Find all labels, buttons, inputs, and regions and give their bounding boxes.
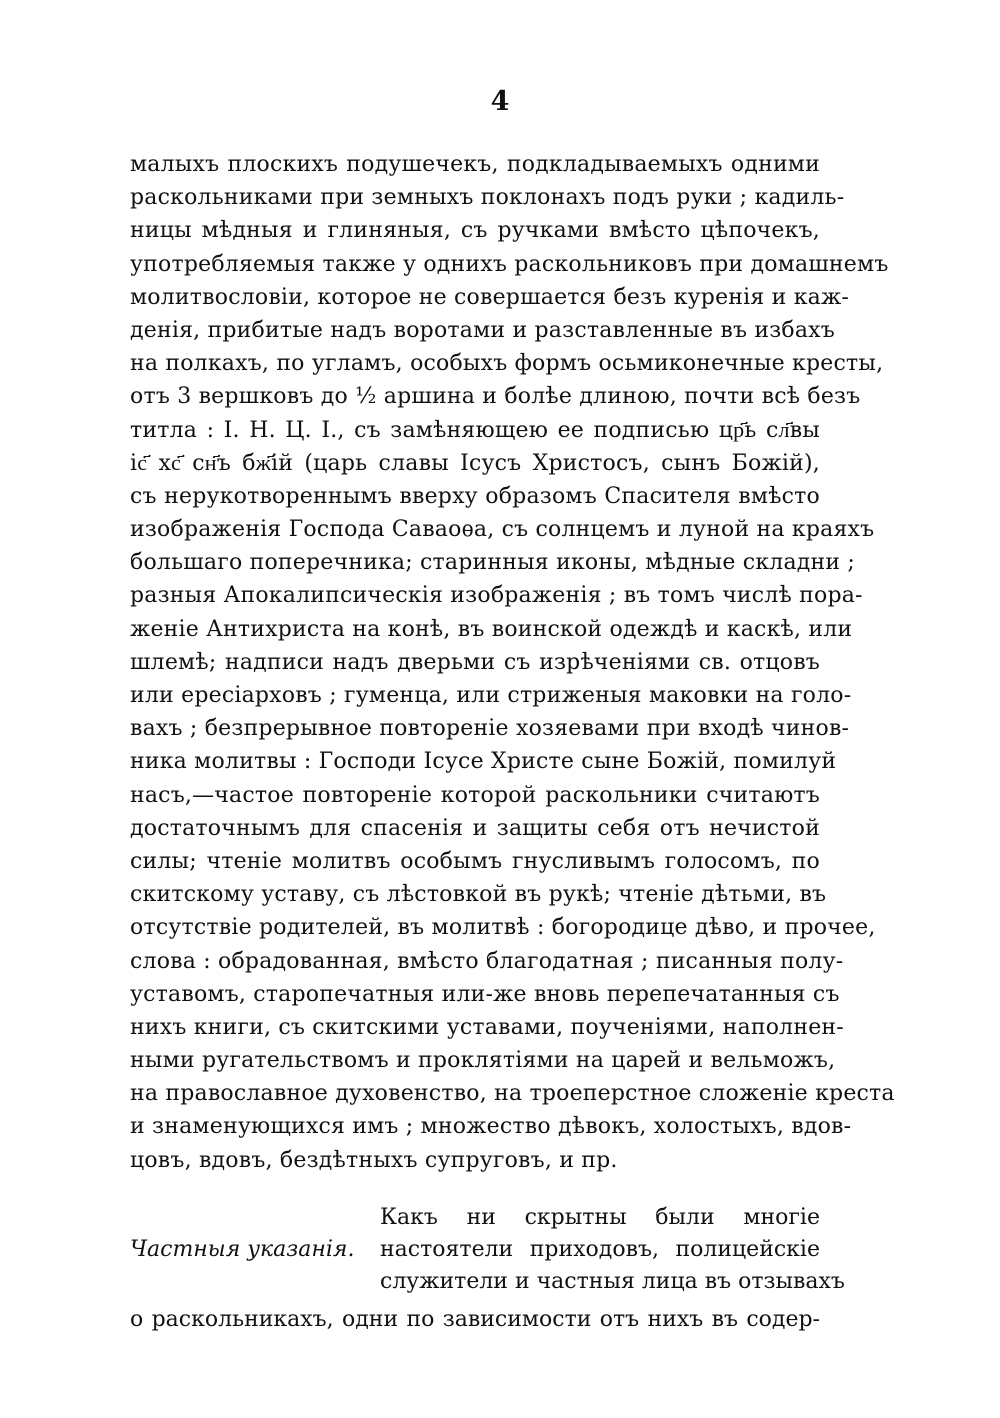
text-line: или ересіарховъ ; гуменца, или стриженыя маковки на голо-: [130, 683, 852, 708]
text-line: ника молитвы : Господи Ісусе Христе сыне Божій, помилуй: [130, 749, 837, 775]
text-line: достаточнымъ для спасенія и защиты себя отъ нечистой: [130, 815, 820, 841]
text-line: и знаменующихся имъ ; множество дѣвокъ, холостыхъ, вдов-: [130, 1114, 852, 1140]
text-line: раскольниками при земныхъ поклонахъ подъ руки ; кадиль-: [130, 185, 845, 211]
text-line: женіе Антихриста на конѣ, въ воинской одеждѣ и каскѣ, или: [130, 616, 853, 642]
text-line: нихъ книги, съ скитскими уставами, поученіями, наполнен-: [130, 1014, 844, 1040]
text-line: скитскому уставу, съ лѣстовкой въ рукѣ; чтеніе дѣтьми, въ: [130, 882, 827, 908]
text-line: на православное духовенство, на троеперстное сложеніе креста: [130, 1081, 895, 1107]
text-line: большаго поперечника; старинныя иконы, мѣдные складни ;: [130, 550, 856, 576]
text-line: разныя Апокалипсическія изображенія ; въ томъ числѣ пора-: [130, 583, 863, 609]
text-line: ницы мѣдныя и глиняныя, съ ручками вмѣсто цѣпочекъ,: [130, 218, 820, 244]
text-line: съ нерукотвореннымъ вверху образомъ Спасителя вмѣсто: [130, 483, 820, 509]
text-line: насъ,—частое повтореніе которой раскольники считаютъ: [130, 782, 820, 808]
section-continuation-line: о раскольникахъ, одни по зависимости отъ нихъ въ содер-: [130, 1307, 820, 1332]
text-line: молитвословіи, которое не совершается безъ куренія и каж-: [130, 284, 850, 310]
text-line: отсутствіе родителей, въ молитвѣ : богородице дѣво, и прочее,: [130, 915, 876, 941]
text-line: малыхъ плоскихъ подушечекъ, подкладываемыхъ одними: [130, 152, 820, 177]
text-line: титла : І. Н. Ц. І., съ замѣняющею ее подписью цр҃ь сл҃вы: [130, 417, 820, 443]
side-heading: Частныя указанія.: [130, 1237, 355, 1262]
text-line: іс҃ хс҃ сн҃ъ бж҃ій (царь славы Ісусъ Христосъ, сынъ Божій),: [130, 450, 820, 476]
text-line: денія, прибитые надъ воротами и разставленные въ избахъ: [130, 317, 835, 343]
text-line: употребляемыя также у однихъ раскольниковъ при домашнемъ: [130, 251, 889, 277]
section-line: Какъ ни скрытны были многіе: [380, 1205, 820, 1230]
text-line: уставомъ, старопечатныя или-же вновь перепечатанныя съ: [130, 981, 840, 1007]
text-line: на полкахъ, по угламъ, особыхъ формъ осьмиконечные кресты,: [130, 351, 884, 377]
main-text-block: [130, 148, 895, 1177]
text-line: изображенія Господа Саваоѳа, съ солнцемъ и луной на краяхъ: [130, 517, 875, 543]
text-line: отъ 3 вершковъ до ½ аршина и болѣе длиною, почти всѣ безъ: [130, 384, 861, 410]
text-line: вахъ ; безпрерывное повтореніе хозяевами при входѣ чинов-: [130, 716, 850, 742]
text-line: силы; чтеніе молитвъ особымъ гнусливымъ голосомъ, по: [130, 848, 820, 874]
text-line: шлемѣ; надписи надъ дверьми съ изрѣченіями св. отцовъ: [130, 649, 820, 675]
text-line-last: цовъ, вдовъ, бездѣтныхъ супруговъ, и пр.: [130, 1147, 618, 1173]
section-line: настоятели приходовъ, полицейскіе: [380, 1237, 820, 1262]
text-line: ными ругательствомъ и проклятіями на царей и вельможъ,: [130, 1048, 836, 1074]
text-line: слова : обрадованная, вмѣсто благодатная ; писанныя полу-: [130, 948, 844, 974]
section-line: служители и частныя лица въ отзывахъ: [380, 1269, 845, 1294]
page-number: 4: [490, 86, 510, 117]
